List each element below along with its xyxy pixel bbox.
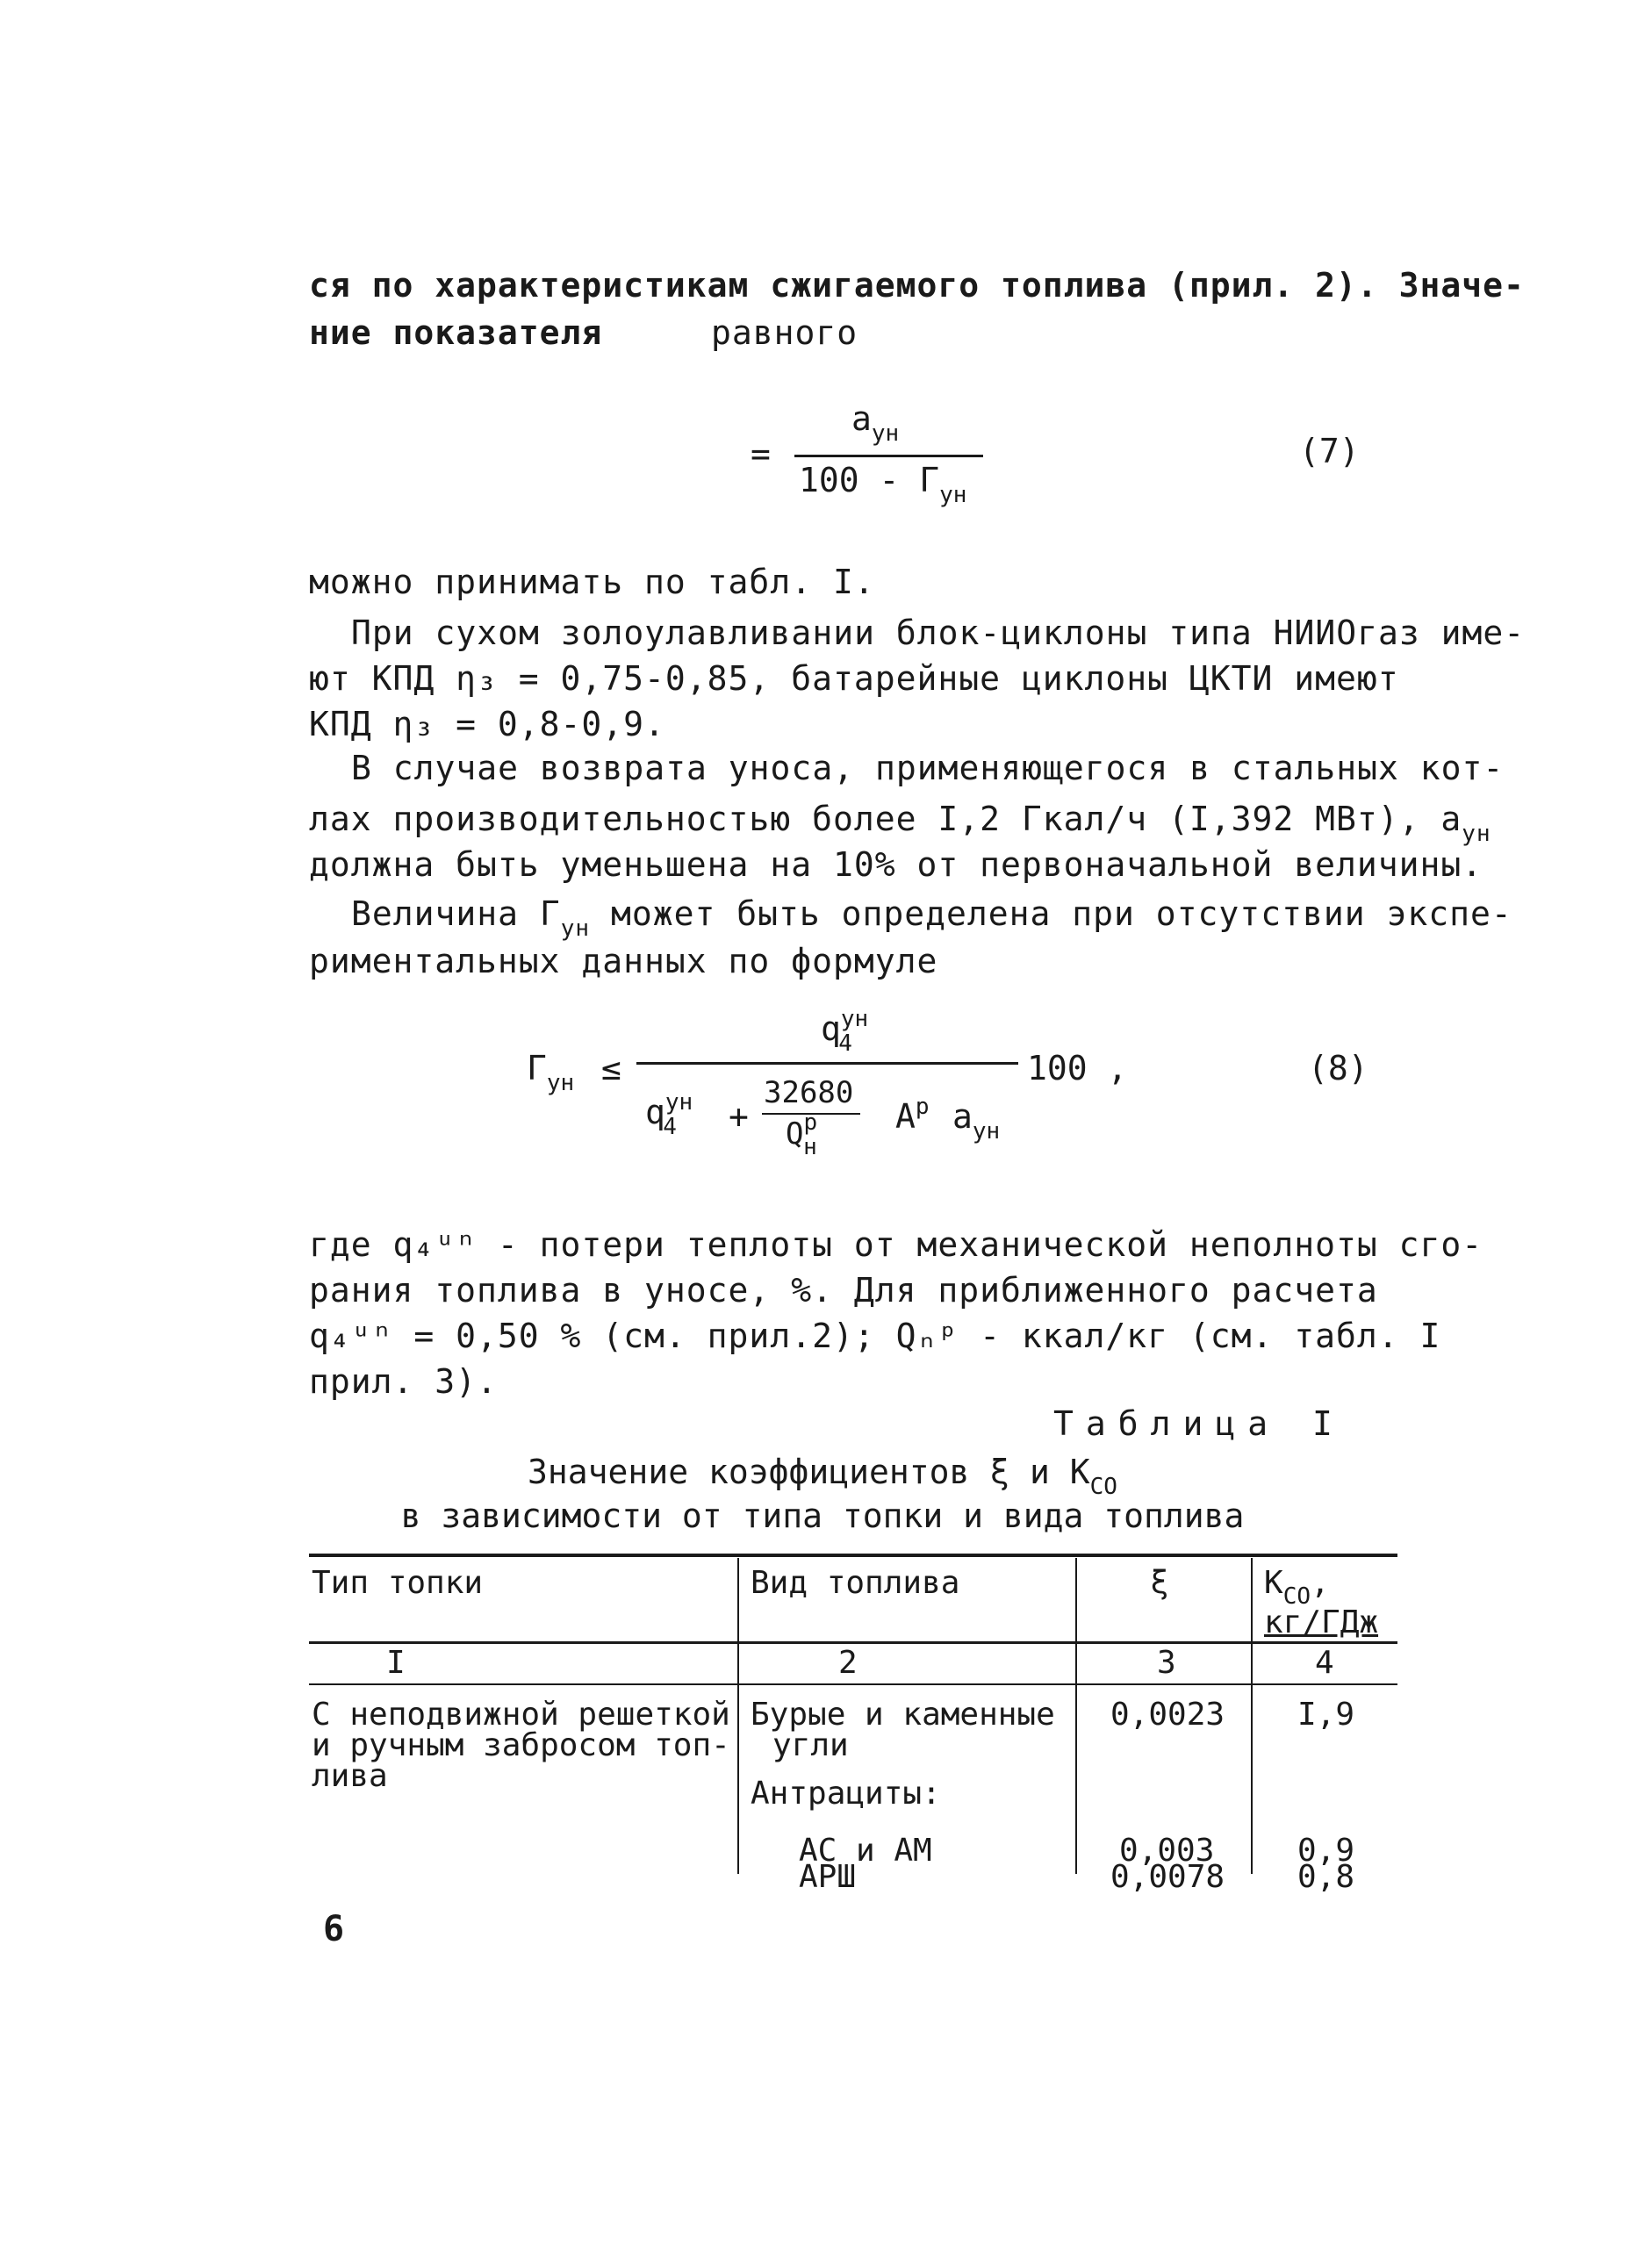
paragraph-line: ют КПД η₃ = 0,75-0,85, батарейные циклоны ЦКТИ имеют <box>309 659 1399 698</box>
paragraph-line: где q₄ᵘⁿ - потери теплоты от механической неполноты сго- <box>309 1225 1483 1264</box>
paragraph-line: рания топлива в уносе, %. Для приближенного расчета <box>309 1271 1378 1310</box>
table-group-label: Антрациты: <box>751 1776 941 1812</box>
column-number: 4 <box>1315 1645 1334 1681</box>
paragraph-line: должна быть уменьшена на 10% от первоначальной величины. <box>309 845 1483 884</box>
paragraph-line <box>309 799 1491 847</box>
subscript: ун <box>1462 821 1491 847</box>
subscript: ун <box>560 915 591 942</box>
formula-8-relation: ≤ <box>601 1049 621 1087</box>
formula-8-numerator-symbol: q <box>821 1009 841 1048</box>
header-furnace-type: Тип топки <box>312 1565 484 1601</box>
column-number: 2 <box>838 1645 858 1681</box>
paragraph-line: можно принимать по табл. I. <box>309 563 875 601</box>
paragraph-line: ся по характеристикам сжигаемого топлива (прил. 2). Значе- <box>309 266 1525 305</box>
formula-8-lhs-subscript: ун <box>546 1070 575 1096</box>
paragraph-line: прил. 3). <box>309 1362 498 1401</box>
table-cell: угли <box>772 1727 849 1763</box>
formula-8-alpha-symbol: а <box>952 1097 973 1136</box>
table-cell: 0,8 <box>1297 1859 1355 1895</box>
formula-8-Q-superscript: р <box>803 1109 818 1136</box>
table-subtitle: в зависимости от типа топки и вида топлива <box>400 1496 1245 1535</box>
column-number: I <box>386 1645 406 1681</box>
formula-8-alpha-subscript: ун <box>972 1118 1001 1145</box>
formula-8-q-subscript: 4 <box>663 1114 677 1140</box>
formula-8-ash <box>895 1094 930 1136</box>
equation-number: (7) <box>1299 432 1360 470</box>
formula-8-A-superscript: р <box>915 1094 930 1120</box>
header-fuel-type: Вид топлива <box>751 1565 960 1601</box>
table-title <box>0 1453 1645 1500</box>
formula-8-q-superscript: ун <box>664 1089 693 1116</box>
formula-8-inner-numerator: 32680 <box>764 1075 854 1110</box>
table-cell: С неподвижной решеткой <box>312 1697 730 1733</box>
header-kco-subscript: CO <box>1282 1583 1311 1610</box>
formula-8-A-symbol: А <box>895 1097 916 1136</box>
column-number: 3 <box>1157 1645 1176 1681</box>
header-kco-comma: , <box>1311 1565 1330 1601</box>
paragraph-line: В случае возврата уноса, применяющегося в стальных кот- <box>351 749 1505 787</box>
formula-8-Q-symbol: Q <box>786 1116 804 1152</box>
table-cell: АРШ <box>799 1859 857 1895</box>
formula-7-fraction-line <box>794 455 983 457</box>
formula-8-inner-denominator <box>786 1109 818 1160</box>
formula-8-plus: + <box>729 1097 749 1136</box>
paragraph-line: q₄ᵘⁿ = 0,50 % (см. прил.2); Qₙᵖ - ккал/кг (см. табл. I <box>309 1317 1441 1355</box>
paragraph-text: может быть определена при отсутствии экспе- <box>590 894 1512 933</box>
formula-8-numerator <box>821 1006 869 1057</box>
formula-7-denominator <box>799 461 967 508</box>
table-title-subscript: CO <box>1089 1474 1117 1500</box>
paragraph-line: КПД η₃ = 0,8-0,9. <box>309 705 665 743</box>
header-kco-symbol: К <box>1264 1565 1283 1601</box>
paragraph-line: При сухом золоулавливании блок-циклоны типа НИИОгаз име- <box>351 614 1526 652</box>
header-kco <box>1264 1565 1330 1610</box>
table-cell: лива <box>312 1758 388 1794</box>
formula-8-denominator-q <box>645 1089 693 1140</box>
formula-8-q-symbol: q <box>645 1093 665 1131</box>
formula-8-numerator-subscript: 4 <box>838 1030 852 1057</box>
paragraph-line: риментальных данных по формуле <box>309 942 938 980</box>
formula-8-lhs <box>527 1049 575 1096</box>
table-column-divider <box>1251 1558 1253 1874</box>
page-number: 6 <box>323 1909 345 1949</box>
table-column-divider <box>1075 1558 1077 1874</box>
formula-8-Q-subscript: н <box>803 1134 817 1160</box>
formula-7-numerator-symbol: а <box>851 399 872 438</box>
header-kco-unit: кг/ГДж <box>1264 1604 1379 1640</box>
formula-8-tail: 100 , <box>1027 1049 1128 1087</box>
table-header-rule <box>309 1641 1397 1644</box>
formula-7-equals: = <box>751 434 771 473</box>
formula-7-denominator-text: 100 - Г <box>799 461 940 499</box>
table-cell: и ручным забросом топ- <box>312 1727 730 1763</box>
equation-number: (8) <box>1308 1049 1368 1087</box>
table-cell: 0,0078 <box>1110 1859 1225 1895</box>
paragraph-text: лах производительностью более I,2 Гкал/ч (I,392 МВт), а <box>309 800 1462 838</box>
paragraph-text: Величина Г <box>351 894 561 933</box>
paragraph-line <box>351 894 1512 942</box>
formula-8-fraction-line <box>636 1062 1018 1065</box>
paragraph-line: равного <box>711 313 858 352</box>
formula-8-alpha <box>952 1097 1001 1145</box>
table-top-rule <box>309 1554 1397 1557</box>
formula-7-denominator-subscript: ун <box>939 482 967 508</box>
table-cell: 0,003 <box>1119 1833 1215 1869</box>
table-cell: АС и АМ <box>799 1833 932 1869</box>
header-xi: ξ <box>1150 1565 1169 1601</box>
table-title-text: Значение коэффициентов ξ и К <box>528 1453 1090 1491</box>
formula-7-numerator <box>851 399 900 447</box>
table-column-divider <box>737 1558 739 1874</box>
formula-7-numerator-subscript: ун <box>871 420 900 447</box>
table-cell: 0,0023 <box>1110 1697 1225 1733</box>
table-number-rule <box>309 1683 1397 1685</box>
table-cell: 0,9 <box>1297 1833 1355 1869</box>
formula-8-numerator-superscript: ун <box>840 1006 869 1032</box>
table-cell: I,9 <box>1297 1697 1355 1733</box>
formula-8-lhs-symbol: Г <box>527 1049 547 1087</box>
paragraph-line: ние показателя <box>309 313 603 352</box>
table-cell: Бурые и каменные <box>751 1697 1055 1733</box>
table-label: Таблица I <box>1053 1404 1345 1443</box>
